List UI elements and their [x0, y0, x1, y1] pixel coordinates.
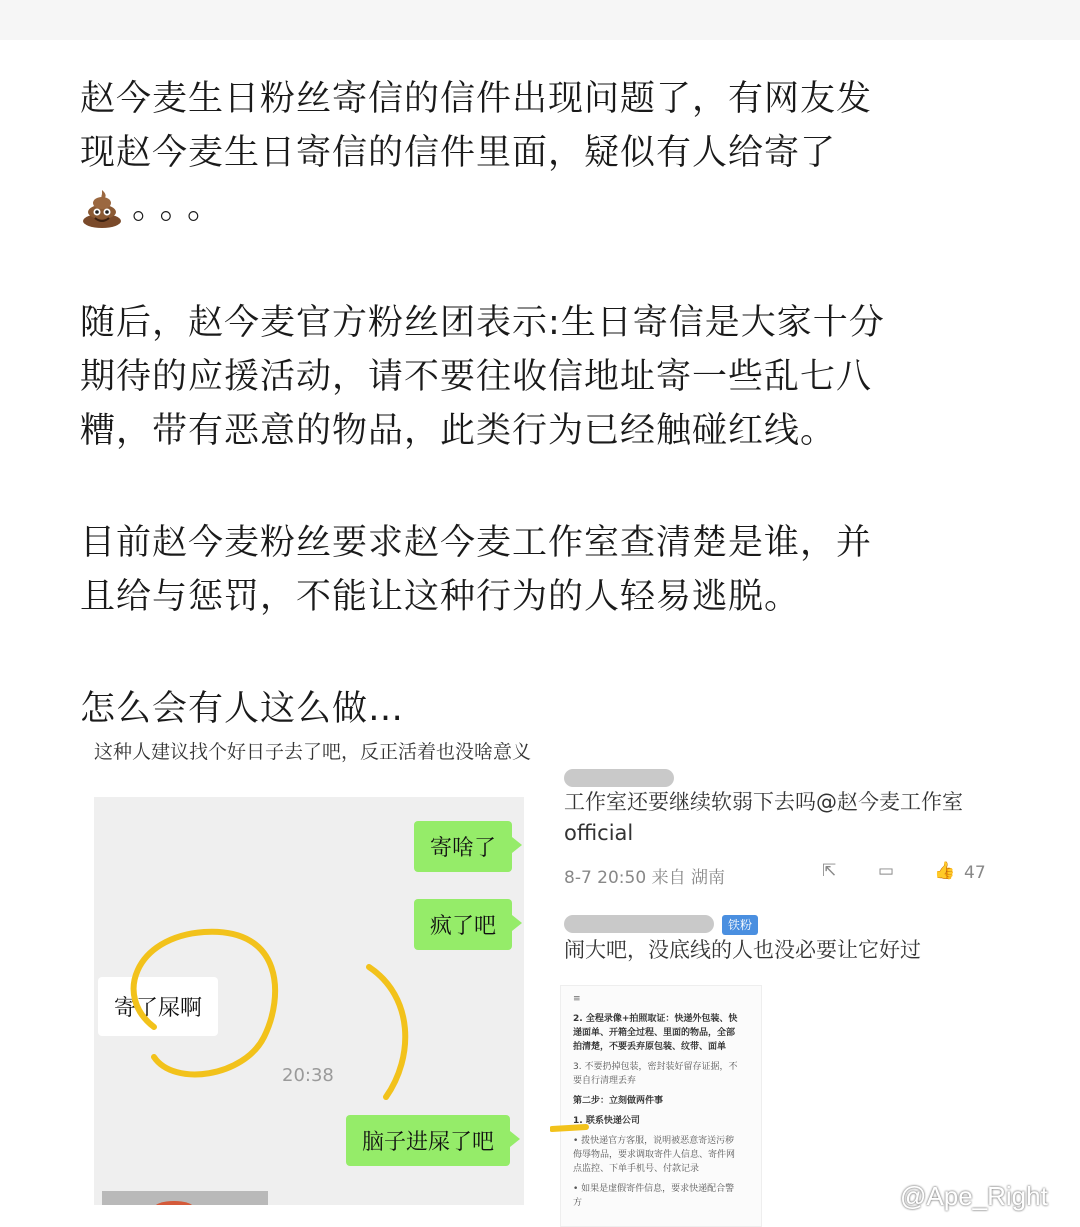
like-count: 47 — [964, 863, 986, 883]
like-icon[interactable]: 👍 — [934, 861, 956, 881]
chat-message-sent: 脑子进屎了吧 — [346, 1115, 510, 1166]
doc-line: 1. 联系快递公司 — [573, 1116, 640, 1126]
comment-text: 工作室还要继续软弱下去吗@赵今麦工作室official — [564, 790, 963, 845]
post-paragraph-4: 怎么会有人这么做… — [80, 689, 405, 729]
doc-line: 3. 不要扔掉包装，密封装好留存证据，不要自行清理丢弃 — [573, 1062, 738, 1086]
collage-caption: 这种人建议找个好日子去了吧，反正活着也没啥意义 — [94, 741, 532, 763]
doc-line: • 如果是虚假寄件信息，要求快递配合警方 — [573, 1184, 735, 1208]
post-line: 赵今麦生日粉丝寄信的信件出现问题了，有网友发 — [80, 79, 873, 119]
post-line: 现赵今麦生日寄信的信件里面，疑似有人给寄了 — [80, 133, 837, 173]
fan-badge: 铁粉 — [722, 915, 758, 935]
post-line: 期待的应援活动，请不要往收信地址寄一些乱七八 — [80, 357, 873, 397]
blurred-username — [564, 769, 674, 787]
doc-line: 第二步：立刻做两件事 — [573, 1096, 664, 1106]
chat-timestamp: 20:38 — [282, 1065, 334, 1086]
comment-icon[interactable]: ▭ — [878, 861, 895, 881]
chat-message-sent: 寄啥了 — [414, 821, 512, 872]
blurred-username — [564, 915, 714, 933]
post-line: 随后，赵今麦官方粉丝团表示:生日寄信是大家十分 — [80, 303, 885, 343]
top-bar — [0, 0, 1080, 40]
comment-meta: 8-7 20:50 来自 湖南 — [564, 868, 725, 888]
ellipsis-text: 。。。 — [132, 187, 233, 227]
post-line: 糟，带有恶意的物品，此类行为已经触碰红线。 — [80, 411, 837, 451]
doc-line: • 拨快递官方客服，说明被恶意寄送污秽侮辱物品，要求调取寄件人信息、寄件网点监控、下单手机号、付款记录 — [573, 1136, 736, 1174]
post-line: 目前赵今麦粉丝要求赵今麦工作室查清楚是谁，并 — [80, 523, 873, 563]
embedded-document-screenshot — [560, 985, 762, 1227]
poop-emoji-icon — [80, 186, 124, 230]
post-line — [80, 180, 1000, 234]
post-paragraph-3 — [80, 516, 1000, 624]
doc-line: 2. 全程录像+拍照取证：快递外包装、快递面单、开箱全过程、里面的物品，全部拍清楚，不要丢弃原包装、纹带、面单 — [573, 1014, 738, 1052]
watermark: @Ape_Right — [900, 1181, 1048, 1211]
weibo-comment-screenshot — [550, 755, 1010, 1215]
doc-header: ≡ — [573, 994, 581, 1004]
post-paragraph-1 — [80, 72, 1000, 234]
yellow-highlight-mark-icon — [550, 1115, 590, 1145]
post-paragraph-2 — [80, 296, 1000, 458]
yellow-highlight-circle-icon — [94, 797, 524, 1205]
chat-screenshot — [94, 797, 524, 1205]
comment-text: 闹大吧，没底线的人也没必要让它好过 — [564, 938, 921, 962]
post-line: 且给与惩罚，不能让这种行为的人轻易逃脱。 — [80, 577, 801, 617]
share-icon[interactable]: ⇱ — [822, 861, 837, 881]
screenshot-collage — [80, 735, 1080, 1215]
chat-message-received: 寄了屎啊 — [98, 977, 218, 1036]
chat-message-sent: 疯了吧 — [414, 899, 512, 950]
